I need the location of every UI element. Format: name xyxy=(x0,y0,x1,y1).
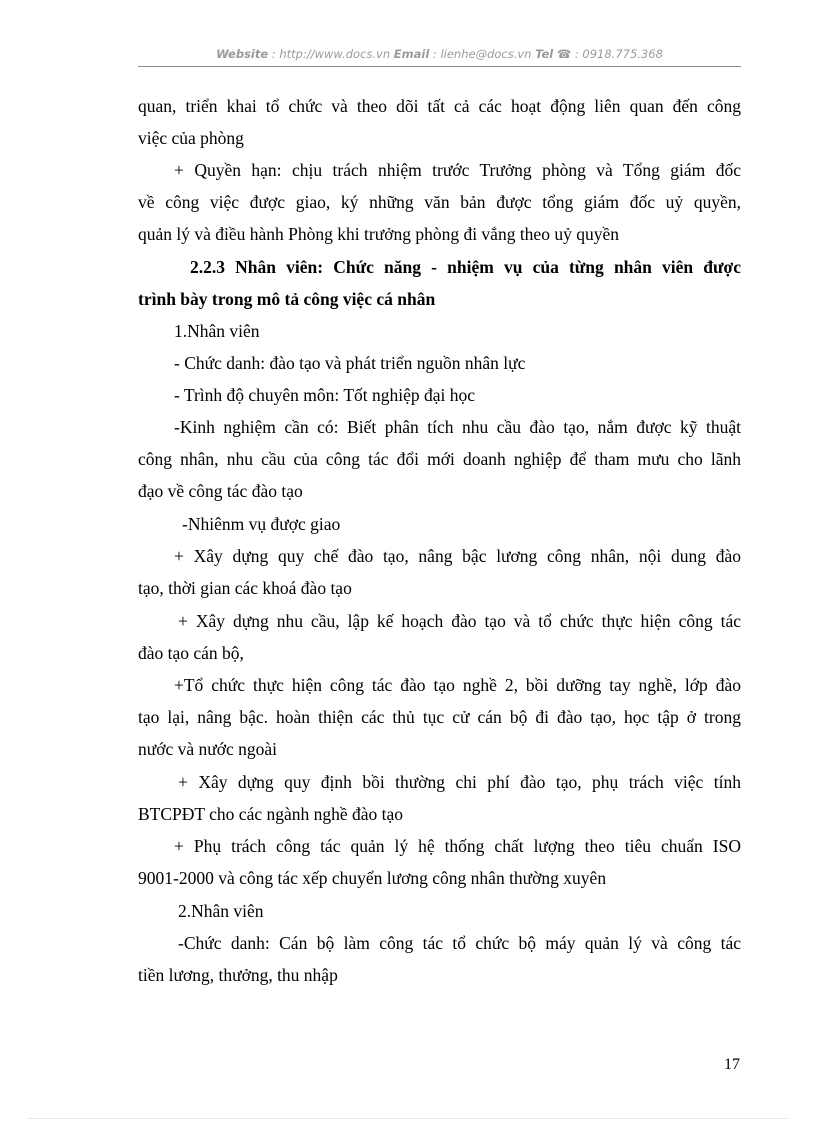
body-line: + Phụ trách công tác quản lý hệ thống chất lượng theo tiêu chuẩn ISO xyxy=(174,836,741,856)
body-line: -Kinh nghiệm cần có: Biết phân tích nhu cầu đào tạo, nắm được kỹ thuật xyxy=(174,417,741,437)
body-line: nước và nước ngoài xyxy=(138,739,278,759)
body-line: + Quyền hạn: chịu trách nhiệm trước Trưởng phòng và Tổng giám đốc xyxy=(174,160,741,180)
body-line: -Chức danh: Cán bộ làm công tác tổ chức bộ máy quản lý và công tác xyxy=(178,933,741,953)
body-line: công nhân, nhu cầu của công tác đổi mới doanh nghiệp để tham mưu cho lãnh xyxy=(138,449,741,469)
body-line: + Xây dựng nhu cầu, lập kế hoạch đào tạo và tổ chức thực hiện công tác xyxy=(178,611,741,631)
page-number: 17 xyxy=(724,1056,740,1073)
body-line: đạo về công tác đào tạo xyxy=(138,481,303,501)
body-line: việc của phòng xyxy=(138,128,244,148)
footer-divider xyxy=(28,1118,788,1119)
body-line: - Chức danh: đào tạo và phát triển nguồn nhân lực xyxy=(174,353,526,373)
body-line: quản lý và điều hành Phòng khi trưởng phòng đi vắng theo uỷ quyền xyxy=(138,224,619,244)
body-line: đào tạo cán bộ, xyxy=(138,643,244,663)
phone-icon: ☎ xyxy=(556,47,572,61)
email-label: Email xyxy=(393,47,430,61)
tel-number: : 0918.775.368 xyxy=(571,47,663,61)
body-line: tiền lương, thưởng, thu nhập xyxy=(138,965,338,985)
body-line: về công việc được giao, ký những văn bản được tổng giám đốc uỷ quyền, xyxy=(138,192,741,212)
body-line: -Nhiênm vụ được giao xyxy=(182,514,341,534)
body-line: + Xây dựng quy định bồi thường chi phí đào tạo, phụ trách việc tính xyxy=(178,772,741,792)
email-address: : lienhe@docs.vn xyxy=(429,47,536,61)
body-line: tạo lại, nâng bậc. hoàn thiện các thủ tục cử cán bộ đi đào tạo, học tập ở trong xyxy=(138,707,741,727)
body-line: - Trình độ chuyên môn: Tốt nghiệp đại học xyxy=(174,385,476,405)
tel-label: Tel xyxy=(535,47,554,61)
body-line: +Tổ chức thực hiện công tác đào tạo nghề 2, bồi dưỡng tay nghề, lớp đào xyxy=(174,675,741,695)
subsection-title: 1.Nhân viên xyxy=(174,321,260,341)
website-label: Website xyxy=(216,47,269,61)
page-header xyxy=(138,47,741,61)
body-line: + Xây dựng quy chế đào tạo, nâng bậc lương công nhân, nội dung đào xyxy=(174,546,741,566)
body-line: 9001-2000 và công tác xếp chuyển lương công nhân thường xuyên xyxy=(138,868,607,888)
body-line: tạo, thời gian các khoá đào tạo xyxy=(138,578,352,598)
header-divider xyxy=(138,66,741,67)
body-line: BTCPĐT cho các ngành nghề đào tạo xyxy=(138,804,404,824)
body-line: quan, triển khai tổ chức và theo dõi tất cả các hoạt động liên quan đến công xyxy=(138,96,741,116)
section-heading: trình bày trong mô tả công việc cá nhân xyxy=(138,289,436,309)
section-heading: 2.2.3 Nhân viên: Chức năng - nhiệm vụ của từng nhân viên được xyxy=(190,257,741,277)
subsection-title: 2.Nhân viên xyxy=(178,901,264,921)
website-url: : http://www.docs.vn xyxy=(268,47,394,61)
